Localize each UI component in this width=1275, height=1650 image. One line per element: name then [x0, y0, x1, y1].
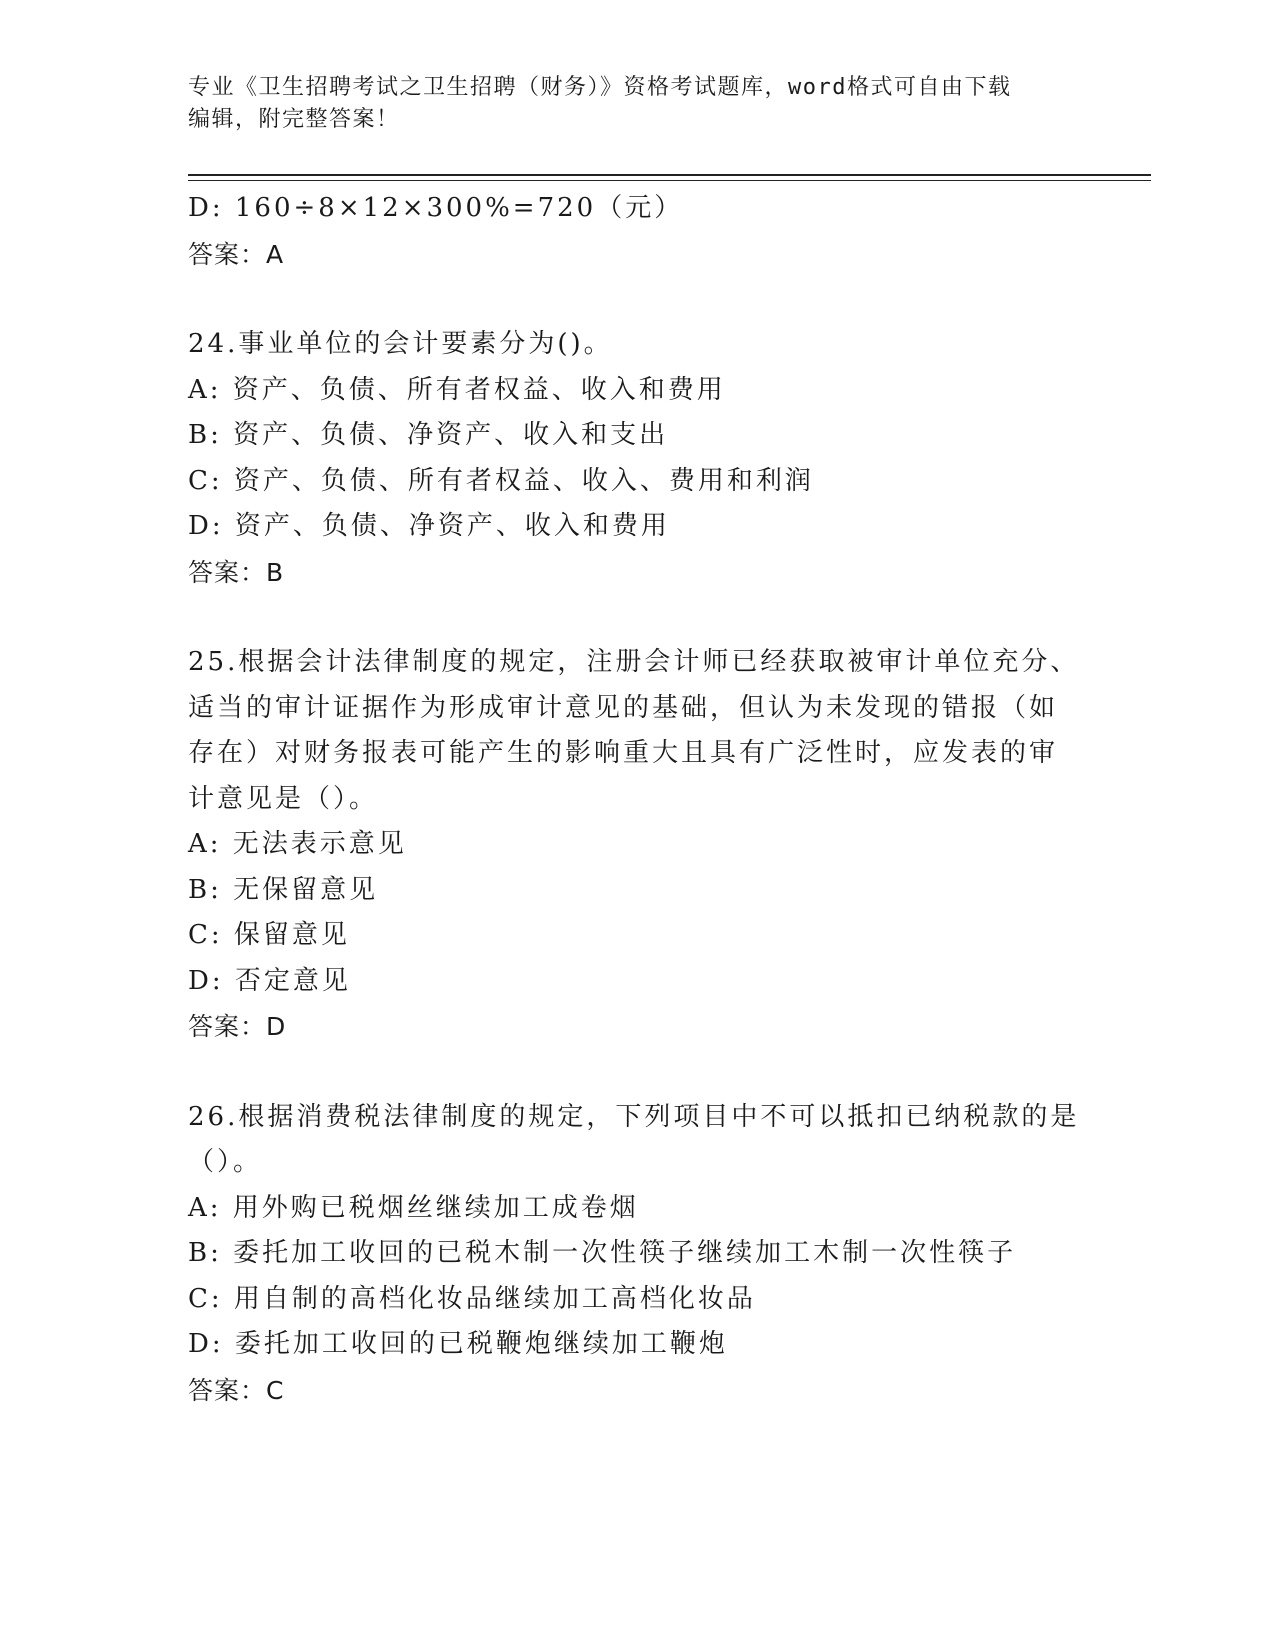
option-d: D: 否定意见 [188, 965, 351, 996]
question-26 [188, 1095, 1088, 1414]
spacer [188, 1050, 1088, 1095]
page-header [188, 72, 1068, 136]
question-stem-line: 26.根据消费税法律制度的规定，下列项目中不可以抵扣已纳税款的是 [188, 1101, 1080, 1132]
option-d: D: 160÷8×12×300%=720（元） [188, 193, 684, 223]
answer-line: 答案：C [188, 1375, 285, 1405]
answer-line: 答案：B [188, 557, 285, 587]
header-divider-thin [188, 180, 1151, 181]
option-c: C: 资产、负债、所有者权益、收入、费用和利润 [188, 465, 814, 496]
option-a: A: 用外购已税烟丝继续加工成卷烟 [188, 1192, 639, 1223]
option-c: C: 保留意见 [188, 920, 350, 950]
question-content [188, 186, 1088, 1413]
question-stem: 24.事业单位的会计要素分为()。 [188, 329, 613, 359]
option-b: B: 无保留意见 [188, 874, 379, 905]
option-d: D: 资产、负债、净资产、收入和费用 [188, 511, 670, 541]
option-b: B: 委托加工收回的已税木制一次性筷子继续加工木制一次性筷子 [188, 1238, 1017, 1268]
spacer [188, 595, 1088, 640]
previous-question-tail [188, 186, 1088, 277]
question-25 [188, 640, 1088, 1050]
spacer [188, 277, 1088, 322]
question-stem-line: 存在）对财务报表可能产生的影响重大且具有广泛性时，应发表的审 [188, 738, 1059, 768]
option-a: A: 无法表示意见 [188, 829, 407, 859]
question-24 [188, 322, 1088, 595]
option-b: B: 资产、负债、净资产、收入和支出 [188, 420, 669, 450]
option-d: D: 委托加工收回的已税鞭炮继续加工鞭炮 [188, 1329, 728, 1359]
question-stem-line: 25.根据会计法律制度的规定，注册会计师已经获取被审计单位充分、 [188, 647, 1080, 677]
header-line-2: 编辑，附完整答案！ [188, 107, 400, 132]
answer-line: 答案：A [188, 239, 285, 269]
question-stem-line: （）。 [188, 1147, 263, 1177]
question-stem-line: 适当的审计证据作为形成审计意见的基础，但认为未发现的错报（如 [188, 692, 1059, 723]
option-c: C: 用自制的高档化妆品继续加工高档化妆品 [188, 1283, 756, 1314]
header-line-1: 专业《卫生招聘考试之卫生招聘（财务）》资格考试题库，word格式可自由下载 [188, 75, 1012, 100]
option-a: A: 资产、负债、所有者权益、收入和费用 [188, 374, 726, 405]
header-divider-thick [188, 174, 1151, 176]
question-stem-line: 计意见是（）。 [188, 783, 379, 814]
answer-line: 答案：D [188, 1012, 287, 1041]
